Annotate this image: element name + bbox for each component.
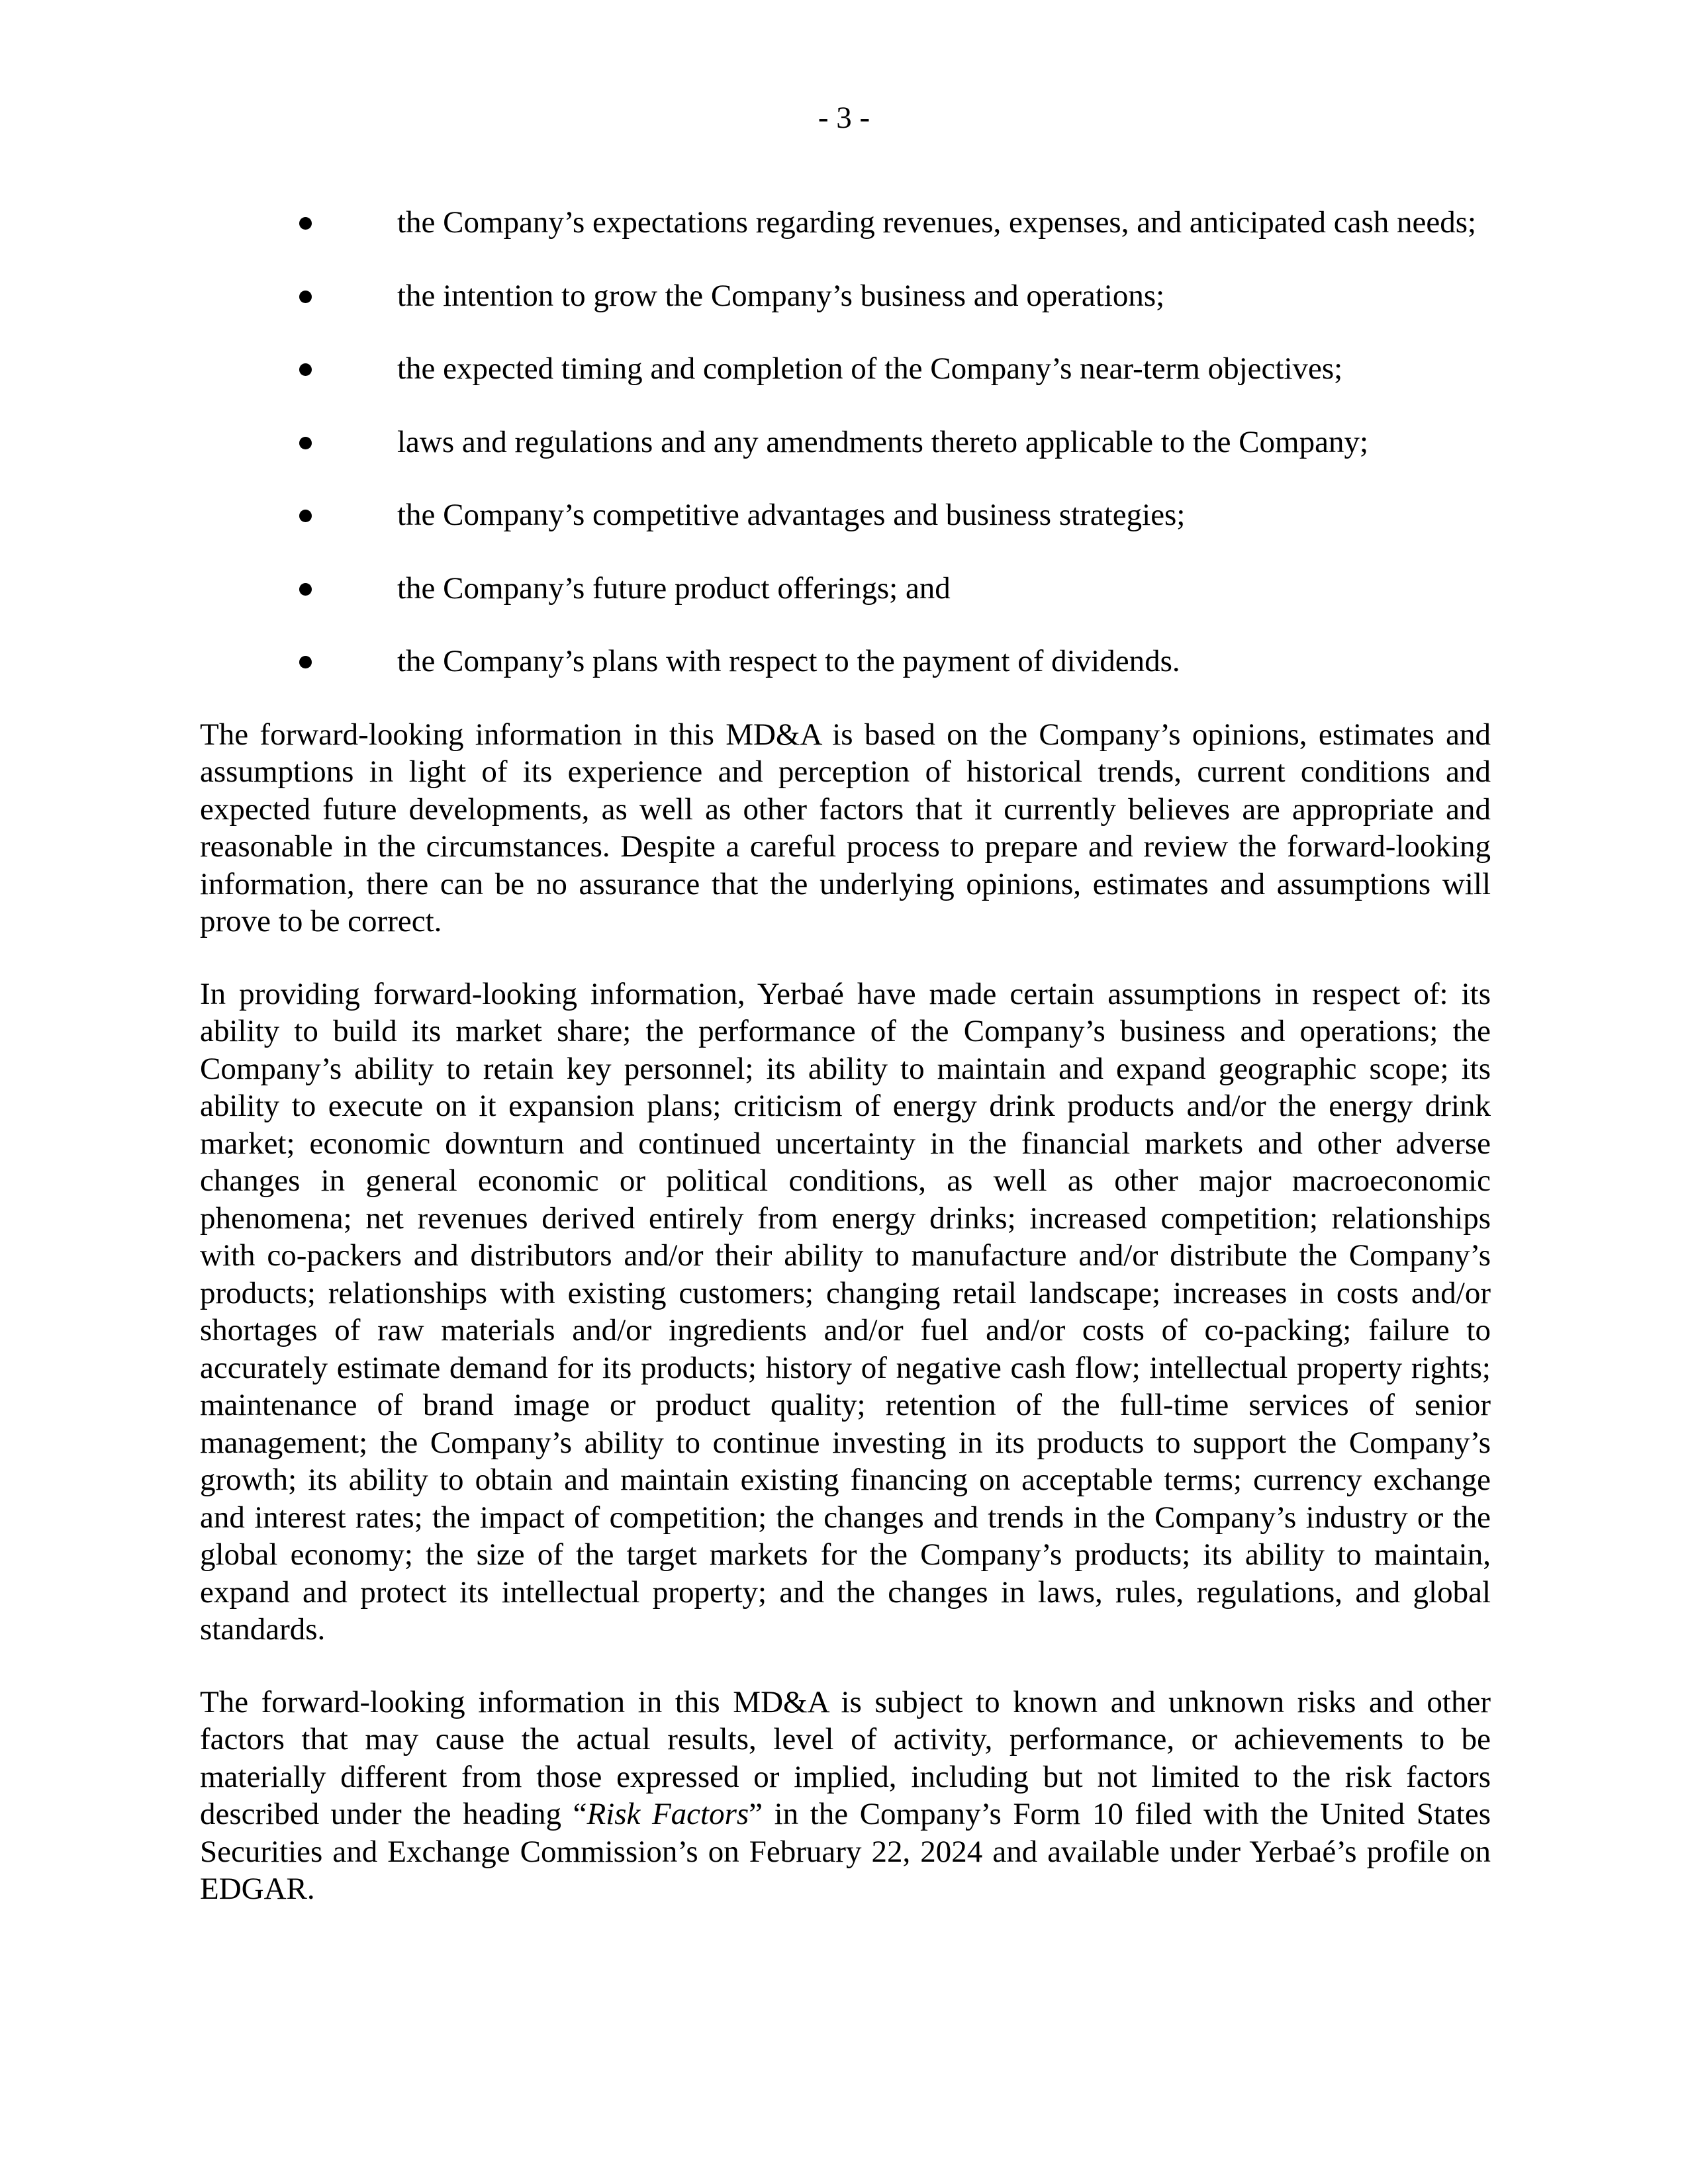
paragraph-risks-text-end: ” in the Company’s Form 10 filed with the United States Securities and Exchange Commission’s on February 22, 2024 and available under Yerbaé’s profile on EDGAR. xyxy=(200,1797,1491,1906)
bullet-icon xyxy=(299,217,312,230)
list-item xyxy=(200,350,1491,388)
paragraph-risks xyxy=(200,1684,1491,1908)
risk-factors-heading-reference: Risk Factors xyxy=(586,1797,749,1831)
bullet-icon xyxy=(299,583,312,596)
list-item xyxy=(200,277,1491,315)
bullet-icon xyxy=(299,291,312,303)
bullet-icon xyxy=(299,510,312,522)
paragraph-basis-of-forward-looking-info: The forward-looking information in this MD&A is based on the Company’s opinions, estimates and assumptions in light of its experience and perception of historical trends, current conditions and expected future developments, as well as other factors that it currently believes are appropriate and reasonable in the circumstances. Despite a careful process to prepare and review the forward-looking information, there can be no assurance that the underlying opinions, estimates and assumptions will prove to be correct. xyxy=(200,717,1491,938)
list-item-text: the Company’s competitive advantages and business strategies; xyxy=(397,498,1186,532)
paragraph-risks-text-start: The forward-looking information in this MD&A is subject to known and unknown risks and other factors that may cause the actual results, level of activity, performance, or achievements to be materially different from those expressed or implied, including but not limited to the risk factors described under the heading “ xyxy=(200,1684,1491,1831)
list-item-text: the Company’s future product offerings; and xyxy=(397,570,951,606)
list-item-text: the expected timing and completion of the Company’s near-term objectives; xyxy=(397,351,1343,386)
list-item-text: laws and regulations and any amendments thereto applicable to the Company; xyxy=(397,424,1369,459)
page-number: - 3 - xyxy=(818,101,870,135)
paragraph-assumptions: In providing forward-looking information, Yerbaé have made certain assumptions in respect of: its ability to build its market share; the performance of the Company’s business and operations; the Company’s ability to retain key personnel; its ability to maintain and expand geographic scope; its ability to execute on it expansion plans; criticism of energy drink products and/or the energy drink market; economic downturn and continued uncertainty in the financial markets and other adverse changes in general economic or political conditions, as well as other major macroeconomic phenomena; net revenues derived entirely from energy drinks; increased competition; relationships with co-packers and distributors and/or their ability to manufacture and/or distribute the Company’s products; relationships with existing customers; changing retail landscape; increases in costs and/or shortages of raw materials and/or ingredients and/or fuel and/or costs of co-packing; failure to accurately estimate demand for its products; history of negative cash flow; intellectual property rights; maintenance of brand image or product quality; retention of the full-time services of senior management; the Company’s ability to continue investing in its products to support the Company’s growth; its ability to obtain and maintain existing financing on acceptable terms; currency exchange and interest rates; the impact of competition; the changes and trends in the Company’s industry or the global economy; the size of the target markets for the Company’s products; its ability to maintain, expand and protect its intellectual property; and the changes in laws, rules, regulations, and global standards. xyxy=(200,976,1491,1647)
forward-looking-statements-list xyxy=(200,204,1491,680)
list-item-text: the intention to grow the Company’s business and operations; xyxy=(397,278,1165,313)
document-body xyxy=(200,204,1491,1943)
bullet-icon xyxy=(299,656,312,668)
list-item xyxy=(200,204,1491,242)
list-item xyxy=(200,496,1491,534)
list-item xyxy=(200,570,1491,608)
list-item xyxy=(200,424,1491,461)
list-item-text: the Company’s expectations regarding revenues, expenses, and anticipated cash needs; xyxy=(397,205,1477,240)
bullet-icon xyxy=(299,363,312,376)
list-item xyxy=(200,643,1491,680)
list-item-text: the Company’s plans with respect to the payment of dividends. xyxy=(397,644,1180,678)
bullet-icon xyxy=(299,437,312,449)
